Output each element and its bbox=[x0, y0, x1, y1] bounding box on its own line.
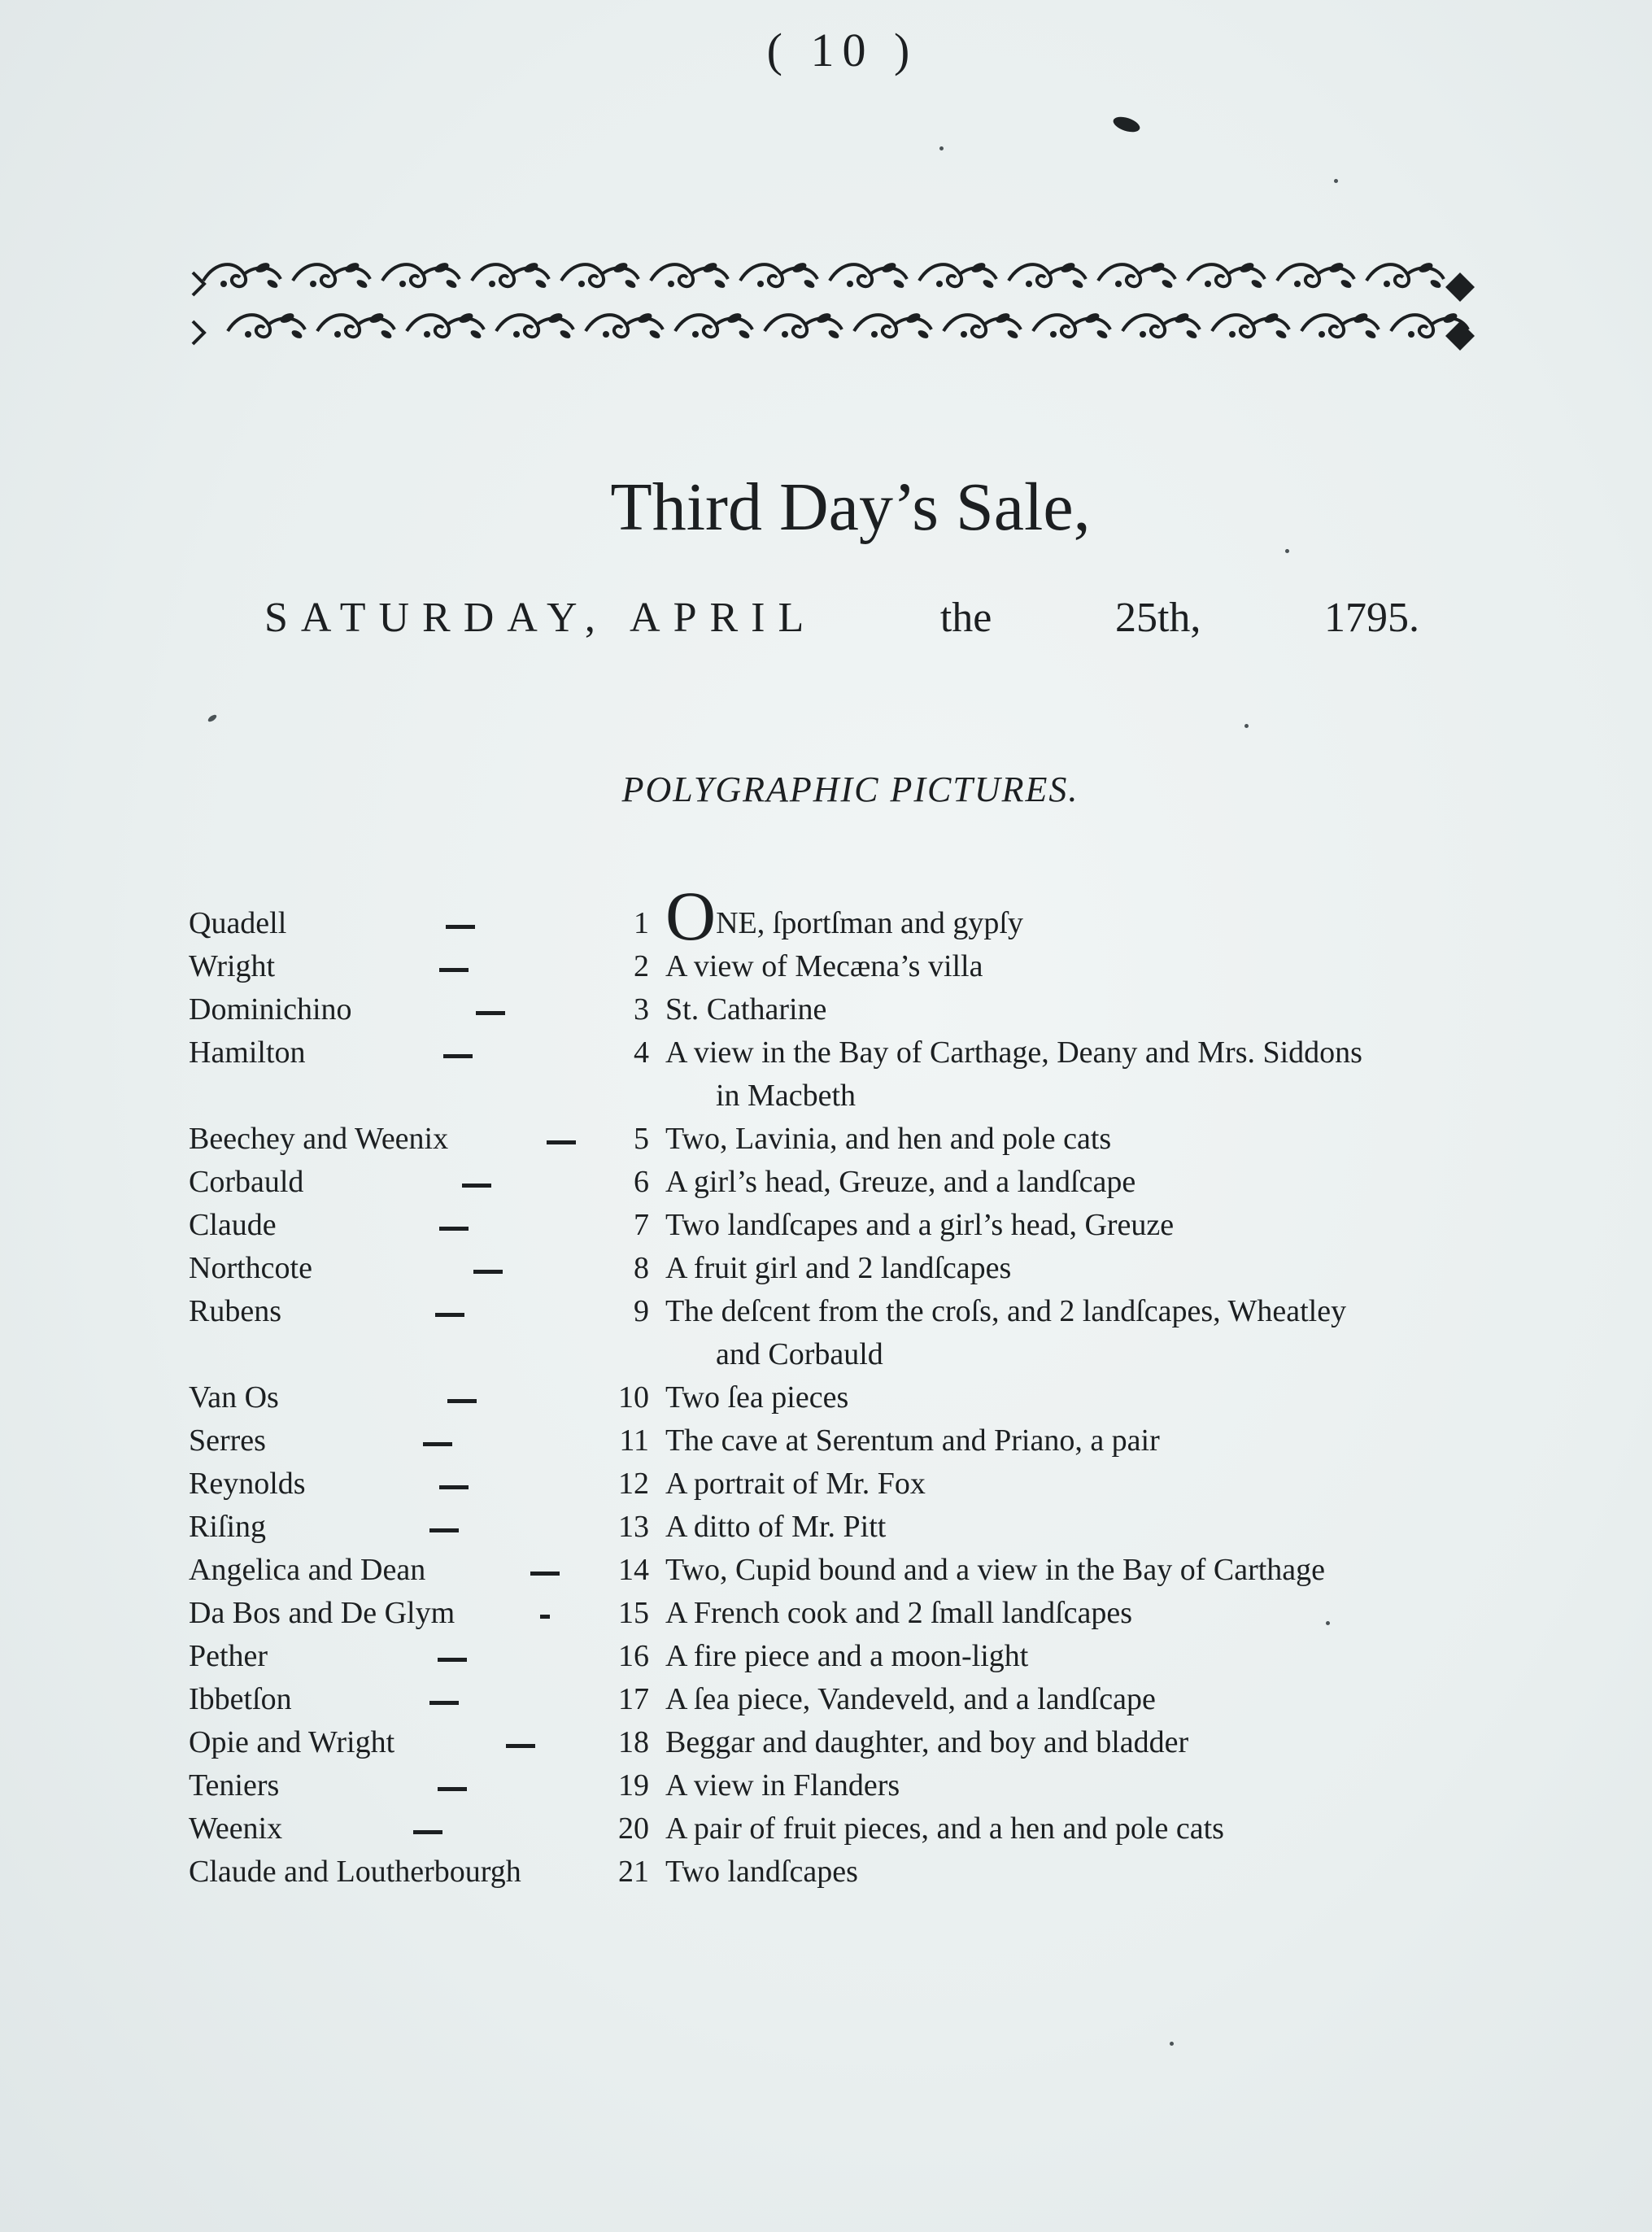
dash-rule bbox=[435, 1313, 464, 1317]
lot-artist: Claude bbox=[189, 1208, 277, 1242]
lot-description: Two landſcapes and a girl’s head, Greuze bbox=[665, 1208, 1175, 1242]
dash-rule bbox=[540, 1615, 550, 1619]
lot-number: 6 bbox=[634, 1165, 649, 1199]
speck bbox=[1334, 179, 1338, 183]
speck bbox=[1326, 1621, 1330, 1625]
speck bbox=[207, 713, 217, 723]
lot-number: 13 bbox=[618, 1510, 649, 1544]
lot-number: 20 bbox=[618, 1811, 649, 1846]
lot-number: 14 bbox=[618, 1553, 649, 1587]
lot-number: 18 bbox=[618, 1725, 649, 1759]
dash-rule bbox=[462, 1184, 491, 1188]
lot-description bbox=[665, 877, 1023, 955]
lot-artist: Corbauld bbox=[189, 1165, 304, 1199]
lot-description: Beggar and daughter, and boy and bladder bbox=[665, 1725, 1189, 1759]
lot-description: St. Catharine bbox=[665, 992, 827, 1027]
lot-description-continuation: in Macbeth bbox=[716, 1079, 857, 1113]
lot-artist: Wright bbox=[189, 949, 276, 983]
dash-rule bbox=[439, 968, 469, 972]
lot-artist: Serres bbox=[189, 1423, 266, 1458]
lot-artist: Opie and Wright bbox=[189, 1725, 395, 1759]
lot-artist: Teniers bbox=[189, 1768, 280, 1803]
date-day: 25th, bbox=[1114, 595, 1201, 641]
dash-rule bbox=[443, 1054, 473, 1058]
lot-description: A portrait of Mr. Fox bbox=[665, 1467, 926, 1501]
lot-description: A fire piece and a moon-light bbox=[665, 1639, 1029, 1673]
lot-artist: Claude and Loutherbourgh bbox=[189, 1855, 521, 1889]
lot-artist: Van Os bbox=[189, 1380, 279, 1415]
lot-description: The cave at Serentum and Priano, a pair bbox=[665, 1423, 1160, 1458]
lot-description: A French cook and 2 ſmall landſcapes bbox=[665, 1596, 1133, 1630]
lot-artist: Da Bos and De Glym bbox=[189, 1596, 455, 1630]
dash-rule bbox=[476, 1011, 505, 1015]
dash-rule bbox=[423, 1442, 452, 1446]
lot-artist: Hamilton bbox=[189, 1035, 306, 1070]
lot-description: A girl’s head, Greuze, and a landſcape bbox=[665, 1165, 1136, 1199]
lot-number: 2 bbox=[634, 949, 649, 983]
date-year: 1795. bbox=[1323, 595, 1419, 641]
lot-number: 19 bbox=[618, 1768, 649, 1803]
floral-ornament-band bbox=[191, 256, 1489, 354]
dash-rule bbox=[547, 1140, 576, 1144]
sale-date bbox=[264, 594, 1419, 642]
lot-description: A view in Flanders bbox=[665, 1768, 900, 1803]
lot-number: 5 bbox=[634, 1122, 649, 1156]
dash-rule bbox=[447, 1399, 477, 1403]
lot-number: 1 bbox=[634, 906, 649, 940]
dash-rule bbox=[429, 1701, 459, 1705]
dash-rule bbox=[439, 1227, 469, 1231]
lot-artist: Reynolds bbox=[189, 1467, 306, 1501]
section-heading: POLYGRAPHIC PICTURES. bbox=[621, 769, 1079, 809]
lot-artist: Beechey and Weenix bbox=[189, 1122, 449, 1156]
lot-artist: Dominichino bbox=[189, 992, 352, 1027]
dash-rule bbox=[446, 925, 475, 929]
lot-description: A view in the Bay of Carthage, Deany and Mrs. Siddons bbox=[665, 1035, 1362, 1070]
lot-description: The deſcent from the croſs, and 2 landſcapes, Wheatley bbox=[665, 1294, 1347, 1328]
lot-artist: Rubens bbox=[189, 1294, 281, 1328]
dash-rule bbox=[473, 1270, 503, 1274]
lot-artist: Angelica and Dean bbox=[189, 1553, 426, 1587]
dash-rule bbox=[439, 1485, 469, 1489]
speck bbox=[1170, 2042, 1174, 2046]
speck bbox=[1285, 549, 1289, 553]
lot-artist: Ibbetſon bbox=[189, 1682, 292, 1716]
lot-description: A ditto of Mr. Pitt bbox=[665, 1510, 887, 1544]
lot-artist: Pether bbox=[189, 1639, 268, 1673]
dash-rule bbox=[438, 1658, 467, 1662]
speck bbox=[1244, 724, 1249, 728]
lot-number: 16 bbox=[618, 1639, 649, 1673]
lot-description-continuation: and Corbauld bbox=[716, 1337, 883, 1371]
lot-number: 15 bbox=[618, 1596, 649, 1630]
lot-artist: Northcote bbox=[189, 1251, 312, 1285]
ink-blot bbox=[1111, 114, 1141, 135]
lot-description-text: NE, ſportſman and gypſy bbox=[716, 906, 1023, 940]
lot-description: A view of Mecæna’s villa bbox=[665, 949, 983, 983]
dash-rule bbox=[506, 1744, 535, 1748]
lot-number: 8 bbox=[634, 1251, 649, 1285]
dash-rule bbox=[530, 1572, 560, 1576]
dash-rule bbox=[438, 1787, 467, 1791]
lot-number: 12 bbox=[618, 1467, 649, 1501]
lot-artist: Weenix bbox=[189, 1811, 283, 1846]
lot-description: A ſea piece, Vandeveld, and a landſcape bbox=[665, 1682, 1156, 1716]
sale-title: Third Day’s Sale, bbox=[610, 469, 1091, 545]
lot-number: 9 bbox=[634, 1294, 649, 1328]
speck bbox=[939, 146, 944, 150]
lot-number: 11 bbox=[619, 1423, 649, 1458]
lot-description: Two ſea pieces bbox=[665, 1380, 849, 1415]
dash-rule bbox=[429, 1528, 459, 1532]
lot-number: 21 bbox=[618, 1855, 649, 1889]
lot-number: 4 bbox=[634, 1035, 649, 1070]
lot-description: A fruit girl and 2 landſcapes bbox=[665, 1251, 1012, 1285]
page-number: ( 10 ) bbox=[766, 24, 918, 76]
drop-capital: O bbox=[665, 877, 717, 955]
dash-rule bbox=[413, 1830, 442, 1834]
lot-description: Two landſcapes bbox=[665, 1855, 858, 1889]
lot-number: 17 bbox=[618, 1682, 649, 1716]
lot-description: A pair of fruit pieces, and a hen and pole cats bbox=[665, 1811, 1224, 1846]
date-the: the bbox=[939, 595, 992, 641]
lot-description: Two, Lavinia, and hen and pole cats bbox=[665, 1122, 1112, 1156]
lot-number: 3 bbox=[634, 992, 649, 1027]
lot-number: 10 bbox=[618, 1380, 649, 1415]
lot-artist: Quadell bbox=[189, 906, 287, 940]
date-weekday-month: SATURDAY, APRIL bbox=[264, 595, 817, 641]
lot-artist: Riſing bbox=[189, 1510, 267, 1544]
lot-number: 7 bbox=[634, 1208, 649, 1242]
lot-description: Two, Cupid bound and a view in the Bay of Carthage bbox=[665, 1553, 1326, 1587]
